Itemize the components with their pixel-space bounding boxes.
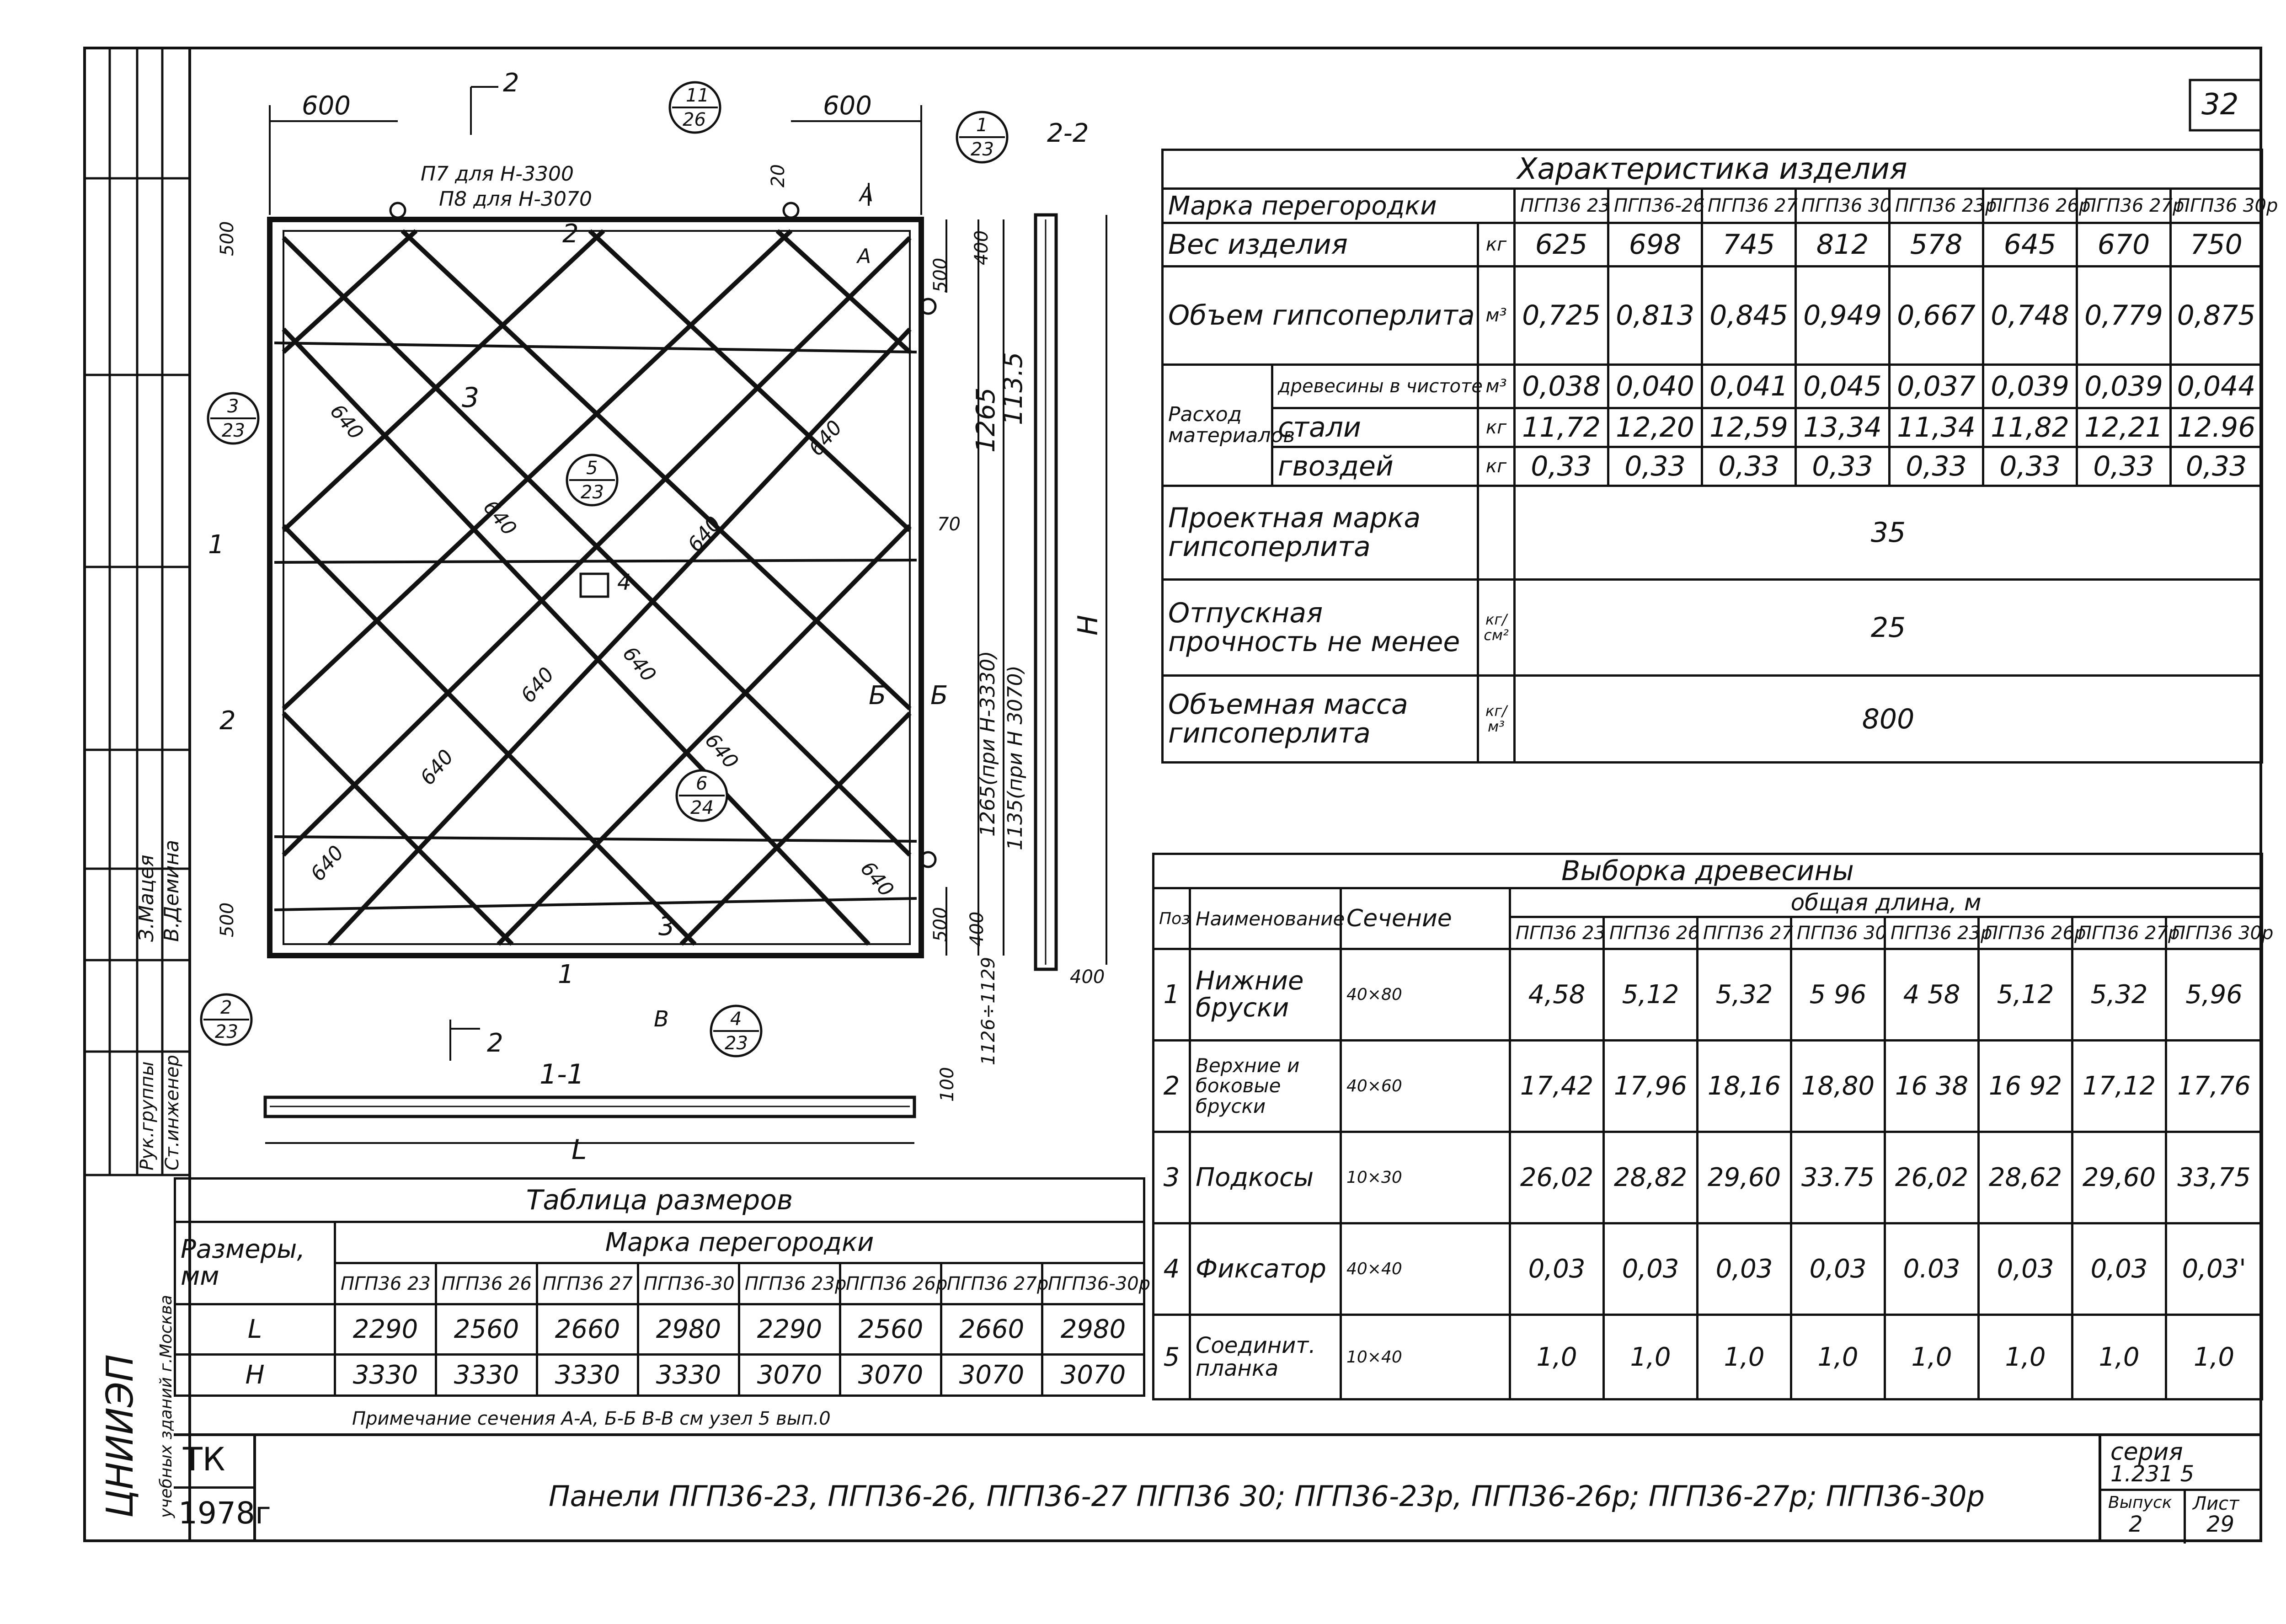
section-mark-B-right: Б — [930, 681, 948, 710]
nails-value: 0,33 — [1608, 447, 1702, 486]
pos-2-label: 2 — [562, 219, 579, 249]
side-stamp — [85, 48, 190, 1175]
size-value-H: 3330 — [335, 1355, 436, 1396]
wood-length: 16 38 — [1885, 1041, 1979, 1132]
nails-value: 0,33 — [2077, 447, 2171, 486]
wood-length: 5,12 — [1604, 949, 1698, 1041]
dim-400-bottom-right: 400 — [967, 911, 988, 946]
ref-6-24-bottom: 24 — [690, 797, 714, 818]
steel-value: 12.96 — [2171, 408, 2262, 447]
row-unit: кг — [1478, 223, 1515, 267]
brand-header: ПГП36-30 — [638, 1263, 739, 1304]
steel-value: 12,59 — [1702, 408, 1796, 447]
consumption-item-label: гвоздей — [1272, 447, 1478, 486]
pos-2-label-left: 2 — [219, 706, 236, 736]
dim-600-left: 600 — [302, 91, 351, 121]
wood-length: 0,03 — [1510, 1223, 1604, 1315]
size-value-H: 3330 — [638, 1355, 739, 1396]
section-b: 60 — [1381, 1077, 1402, 1095]
dim-70: 70 — [937, 514, 961, 535]
ref-4-23-bottom: 23 — [725, 1033, 748, 1054]
title-block — [174, 1433, 2261, 1541]
brand-header: ПГП36 26р — [1979, 917, 2072, 949]
brand-header: ПГП36 23 — [335, 1263, 436, 1304]
size-value-L: 2660 — [941, 1304, 1042, 1355]
size-row-label: H — [175, 1355, 335, 1396]
brace-len-10: 640 — [855, 857, 898, 902]
size-value-L: 2980 — [638, 1304, 739, 1355]
issue-divider — [2184, 1489, 2186, 1544]
wood-length: 1,0 — [1885, 1315, 1979, 1400]
row-label-weight: Вес изделия — [1163, 223, 1478, 267]
brace — [498, 526, 910, 944]
wood-length: 28,62 — [1979, 1132, 2072, 1223]
merged-row-label: Проектная марка гипсоперлита — [1163, 486, 1478, 580]
consumption-item-label: древесины в чистоте — [1272, 365, 1478, 408]
wood-value: 0,039 — [2077, 365, 2171, 408]
dim-L: L — [572, 1134, 587, 1166]
brand-header: ПГП36 23р — [1890, 189, 1983, 223]
ref-5-23-top: 5 — [586, 458, 598, 479]
size-value-L: 2980 — [1042, 1304, 1144, 1355]
wood-length: 1,0 — [1979, 1315, 2072, 1400]
wood-length: 0,03' — [2166, 1223, 2262, 1315]
section-b: 40 — [1381, 1260, 1402, 1278]
wood-length: 5,32 — [2072, 949, 2166, 1041]
brace — [283, 231, 416, 352]
dim-1265: 1265 — [971, 387, 1001, 453]
weight-value: 750 — [2171, 223, 2262, 267]
volume-value: 0,813 — [1608, 267, 1702, 365]
volume-value: 0,779 — [2077, 267, 2171, 365]
wood-value: 0,037 — [1890, 365, 1983, 408]
title-block-left — [174, 1436, 271, 1541]
brand-header: ПГП36 23 — [1515, 189, 1608, 223]
row-unit: кг — [1478, 447, 1515, 486]
col-name: Наименование — [1190, 888, 1341, 949]
volume-value: 0,949 — [1796, 267, 1890, 365]
wood-length: 5,96 — [2166, 949, 2262, 1041]
brace — [329, 329, 910, 944]
stamp-role-1: Рук.группы — [137, 1061, 158, 1170]
characteristics-table — [1161, 149, 2278, 764]
row-label-volume: Объем гипсоперлита — [1163, 267, 1478, 365]
brace — [777, 231, 910, 352]
wood-length: 1,0 — [2166, 1315, 2262, 1400]
size-col-label: Размеры, мм — [175, 1222, 335, 1304]
section-mark-A-top: А — [860, 183, 874, 206]
brand-header: ПГП36 27р — [941, 1263, 1042, 1304]
dim-600-right: 600 — [823, 91, 872, 121]
row-unit: кг — [1478, 408, 1515, 447]
wood-name: Соединит. планка — [1190, 1315, 1341, 1400]
ref-1-23-top: 1 — [976, 115, 988, 136]
brand-header: ПГП36 27 — [1702, 189, 1796, 223]
col-total-length: общая длина, м — [1510, 888, 2262, 917]
brand-header: ПГП36 30р — [2171, 189, 2262, 223]
brand-header: ПГП36 26р — [840, 1263, 941, 1304]
wood-name: Нижние бруски — [1190, 949, 1341, 1041]
section-mark-2-bottom: 2 — [487, 1028, 503, 1058]
stamp-name-2: В.Демина — [160, 839, 183, 942]
wood-length: 1,0 — [1510, 1315, 1604, 1400]
wood-length: 16 92 — [1979, 1041, 2072, 1132]
wood-length: 1,0 — [1698, 1315, 1791, 1400]
section-1-1 — [265, 1097, 914, 1116]
volume-value: 0,667 — [1890, 267, 1983, 365]
row-unit: м³ — [1478, 365, 1515, 408]
wood-section: 40×40 — [1341, 1223, 1510, 1315]
wood-pos: 4 — [1154, 1223, 1190, 1315]
section-mark-2-top: 2 — [503, 68, 519, 98]
row-unit: м³ — [1478, 267, 1515, 365]
steel-value: 11,72 — [1515, 408, 1608, 447]
weight-value: 625 — [1515, 223, 1608, 267]
section-a: 40 — [1346, 985, 1367, 1004]
wood-length: 17,96 — [1604, 1041, 1698, 1132]
wood-length: 26,02 — [1885, 1132, 1979, 1223]
note-p8: П8 для Н-3070 — [439, 187, 593, 211]
volume-value: 0,845 — [1702, 267, 1796, 365]
size-value-L: 2290 — [335, 1304, 436, 1355]
weight-value: 670 — [2077, 223, 2171, 267]
size-value-H: 3070 — [1042, 1355, 1144, 1396]
nails-value: 0,33 — [1515, 447, 1608, 486]
characteristics-title: Характеристика изделия — [1163, 150, 2262, 189]
stamp-org: ЦНИИЭП — [99, 1354, 141, 1518]
size-value-H: 3070 — [739, 1355, 840, 1396]
wood-section: 40×60 — [1341, 1041, 1510, 1132]
pos-1-label: 1 — [558, 960, 574, 989]
wood-length: 0,03 — [1698, 1223, 1791, 1315]
volume-value: 0,875 — [2171, 267, 2262, 365]
wood-length: 5,12 — [1979, 949, 2072, 1041]
wood-length: 1,0 — [2072, 1315, 2166, 1400]
brace-len-4: 640 — [683, 512, 726, 557]
wood-length: 1,0 — [1791, 1315, 1885, 1400]
section-b: 30 — [1381, 1168, 1402, 1187]
size-value-H: 3330 — [537, 1355, 638, 1396]
wood-length: 4 58 — [1885, 949, 1979, 1041]
brand-header: ПГП36 30 — [1796, 189, 1890, 223]
wood-pos: 3 — [1154, 1132, 1190, 1223]
pos-3-label-bottom: 3 — [658, 912, 675, 941]
panel-elevation — [270, 203, 935, 956]
size-value-L: 2560 — [840, 1304, 941, 1355]
section-mark-V: В — [654, 1006, 669, 1032]
brace-len-2: 640 — [478, 496, 521, 540]
consumption-label: Расход материалов — [1163, 365, 1272, 486]
wood-value: 0,041 — [1702, 365, 1796, 408]
size-table-title: Таблица размеров — [175, 1179, 1144, 1222]
series-divider — [2101, 1489, 2261, 1491]
ref-1-23-bottom: 23 — [971, 139, 994, 160]
label-section-1-1: 1-1 — [539, 1058, 584, 1090]
density-value: 800 — [1515, 676, 2262, 763]
ref-3-23-top: 3 — [227, 396, 239, 417]
wood-value: 0,045 — [1796, 365, 1890, 408]
brand-header: ПГП36 26 — [436, 1263, 537, 1304]
brace — [283, 329, 869, 944]
row-unit — [1478, 486, 1515, 580]
sheet-value: 29 — [2206, 1512, 2235, 1537]
wood-pos: 2 — [1154, 1041, 1190, 1132]
wood-length: 18,80 — [1791, 1041, 1885, 1132]
brand-header: ПГП36 27 — [537, 1263, 638, 1304]
consumption-item-label: стали — [1272, 408, 1478, 447]
brace-len-5: 640 — [516, 662, 559, 708]
dim-500-top-right: 500 — [930, 257, 951, 293]
dim-1135-var: 1135(при Н 3070) — [1004, 665, 1027, 850]
section-a: 40 — [1346, 1077, 1367, 1095]
issue-label: Выпуск — [2108, 1493, 2172, 1512]
brace-len-1: 640 — [325, 400, 368, 444]
series-box — [2099, 1436, 2261, 1541]
wood-value: 0,039 — [1983, 365, 2077, 408]
section-a: 40 — [1346, 1260, 1367, 1278]
col-section: Сечение — [1341, 888, 1510, 949]
nails-value: 0,33 — [1890, 447, 1983, 486]
steel-value: 12,21 — [2077, 408, 2171, 447]
note-p7: П7 для Н-3300 — [421, 162, 574, 186]
dim-500-bottom-left: 500 — [217, 902, 238, 937]
brand-header: ПГП36 30 — [1791, 917, 1885, 949]
steel-value: 12,20 — [1608, 408, 1702, 447]
wood-name: Верхние и боковые бруски — [1190, 1041, 1341, 1132]
stamp-role-2: Ст.инженер — [162, 1055, 183, 1170]
col-pos: Поз — [1154, 888, 1190, 949]
ref-2-23-bottom: 23 — [215, 1021, 238, 1042]
size-table — [174, 1177, 1151, 1397]
drawing-title: Панели ПГП36-23, ПГП36-26, ПГП36-27 ПГП36 30; ПГП36-23р, ПГП36-26р; ПГП36-27р; ПГП36-30р — [549, 1480, 1985, 1513]
wood-length: 29,60 — [2072, 1132, 2166, 1223]
dim-1126-1129: 1126÷1129 — [978, 956, 999, 1065]
wood-length: 1,0 — [1604, 1315, 1698, 1400]
section-mark-B: Б — [869, 681, 887, 710]
brand-header: ПГП36-26 — [1608, 189, 1702, 223]
ref-6-24-top: 6 — [696, 773, 708, 794]
size-value-L: 2660 — [537, 1304, 638, 1355]
header-brand-label: Марка перегородки — [1163, 189, 1515, 223]
wood-length: 28,82 — [1604, 1132, 1698, 1223]
brand-header: ПГП36 23р — [1885, 917, 1979, 949]
ref-5-23-bottom: 23 — [581, 482, 604, 503]
section-a: 10 — [1346, 1347, 1367, 1367]
label-section-2-2: 2-2 — [1047, 118, 1089, 148]
wood-length: 29,60 — [1698, 1132, 1791, 1223]
steel-value: 11,82 — [1983, 408, 2077, 447]
brand-header: ПГП36 23р — [739, 1263, 840, 1304]
wood-length: 17,12 — [2072, 1041, 2166, 1132]
wood-length: 5,32 — [1698, 949, 1791, 1041]
ref-4-23-top: 4 — [730, 1009, 742, 1030]
dim-H: H — [1072, 614, 1104, 636]
size-value-H: 3070 — [941, 1355, 1042, 1396]
tk-label: ТК — [183, 1441, 225, 1478]
wood-section: 40×80 — [1341, 949, 1510, 1041]
dim-100: 100 — [937, 1067, 958, 1102]
series-label: серия — [2110, 1438, 2183, 1466]
wood-length: 17,42 — [1510, 1041, 1604, 1132]
size-group-label: Марка перегородки — [335, 1222, 1144, 1263]
wood-table-title: Выборка древесины — [1154, 854, 2262, 888]
brace-len-7: 640 — [700, 729, 743, 774]
brace-len-9: 640 — [306, 841, 349, 886]
wood-length: 17,76 — [2166, 1041, 2262, 1132]
nails-value: 0,33 — [2171, 447, 2262, 486]
weight-value: 698 — [1608, 223, 1702, 267]
strength-value: 25 — [1515, 580, 2262, 676]
brand-header: ПГП36 27р — [2072, 917, 2166, 949]
wood-name: Подкосы — [1190, 1132, 1341, 1223]
brand-header: ПГП36 23 — [1510, 917, 1604, 949]
dim-20: 20 — [768, 164, 789, 187]
steel-value: 13,34 — [1796, 408, 1890, 447]
brace-len-3: 640 — [804, 416, 847, 461]
wood-length: 0,03 — [2072, 1223, 2166, 1315]
sheet-number: 32 — [2201, 88, 2239, 122]
dim-1265-var: 1265(при Н-3330) — [976, 651, 999, 837]
wood-value: 0,040 — [1608, 365, 1702, 408]
wood-length: 5 96 — [1791, 949, 1885, 1041]
row-unit: кг/м³ — [1478, 676, 1515, 763]
section-b: 80 — [1381, 985, 1402, 1004]
wood-value: 0,044 — [2171, 365, 2262, 408]
wood-length: 33,75 — [2166, 1132, 2262, 1223]
ref-2-23-top: 2 — [220, 997, 232, 1018]
section-b: 40 — [1381, 1347, 1402, 1367]
section-mark-A: А — [857, 245, 871, 268]
ref-11-26-bottom: 26 — [683, 109, 706, 130]
brand-header: ПГП36 27р — [2077, 189, 2171, 223]
wood-pos: 5 — [1154, 1315, 1190, 1400]
volume-value: 0,748 — [1983, 267, 2077, 365]
dim-400-top-right: 400 — [971, 230, 992, 265]
stamp-name-1: З.Мацея — [135, 855, 158, 942]
steel-value: 11,34 — [1890, 408, 1983, 447]
brace — [402, 231, 910, 709]
size-value-H: 3330 — [436, 1355, 537, 1396]
brace — [283, 526, 695, 944]
nails-value: 0,33 — [1702, 447, 1796, 486]
ref-3-23-bottom: 23 — [222, 420, 245, 441]
pos-4-label: 4 — [617, 570, 631, 595]
nails-value: 0,33 — [1983, 447, 2077, 486]
wood-length: 0,03 — [1791, 1223, 1885, 1315]
wood-length: 0.03 — [1885, 1223, 1979, 1315]
year-label: 1978г — [178, 1496, 271, 1531]
section-a: 10 — [1346, 1168, 1367, 1187]
pos-3-label: 3 — [462, 382, 480, 414]
wood-length: 0,03 — [1979, 1223, 2072, 1315]
wood-length: 26,02 — [1510, 1132, 1604, 1223]
row-unit: кг/см² — [1478, 580, 1515, 676]
dim-400-section: 400 — [1070, 967, 1105, 988]
wood-section: 10×30 — [1341, 1132, 1510, 1223]
wood-length: 4,58 — [1510, 949, 1604, 1041]
size-value-L: 2560 — [436, 1304, 537, 1355]
wood-section: 10×40 — [1341, 1315, 1510, 1400]
brand-header: ПГП36-30р — [1042, 1263, 1144, 1304]
ref-11-26-top: 11 — [686, 85, 709, 106]
drawing-labels — [208, 68, 1105, 1166]
section-mark-1: 1 — [208, 530, 224, 560]
dim-1135: 113.5 — [999, 352, 1028, 425]
weight-value: 812 — [1796, 223, 1890, 267]
wood-value: 0,038 — [1515, 365, 1608, 408]
size-value-H: 3070 — [840, 1355, 941, 1396]
weight-value: 578 — [1890, 223, 1983, 267]
stamp-org-sub: учебных зданий г.Москва — [157, 1295, 176, 1518]
wood-length: 0,03 — [1604, 1223, 1698, 1315]
wood-length: 33.75 — [1791, 1132, 1885, 1223]
weight-value: 645 — [1983, 223, 2077, 267]
tk-divider — [174, 1486, 253, 1489]
volume-value: 0,725 — [1515, 267, 1608, 365]
brace-len-6: 640 — [618, 642, 661, 687]
wood-selection-table — [1152, 853, 2274, 1400]
brace-len-8: 640 — [416, 745, 459, 790]
brace — [283, 231, 791, 709]
size-row-label: L — [175, 1304, 335, 1355]
weight-value: 745 — [1702, 223, 1796, 267]
merged-row-label: Объемная масса гипсоперлита — [1163, 676, 1478, 763]
sheet-label: Лист — [2193, 1493, 2239, 1514]
issue-value: 2 — [2129, 1512, 2143, 1537]
wood-pos: 1 — [1154, 949, 1190, 1041]
wood-name: Фиксатор — [1190, 1223, 1341, 1315]
size-table-note: Примечание сечения А-А, Б-Б В-В см узел 5 вып.0 — [352, 1408, 831, 1429]
merged-row-label: Отпускная прочность не менее — [1163, 580, 1478, 676]
brand-header: ПГП36 26р — [1983, 189, 2077, 223]
brand-header: ПГП36 30р — [2166, 917, 2262, 949]
brand-header: ПГП36 27 — [1698, 917, 1791, 949]
nails-value: 0,33 — [1796, 447, 1890, 486]
dim-500-bottom-right: 500 — [930, 907, 951, 942]
dim-500-top-left: 500 — [217, 221, 238, 256]
series-value: 1.231 5 — [2110, 1461, 2195, 1487]
section-2-2 — [1036, 215, 1056, 969]
size-value-L: 2290 — [739, 1304, 840, 1355]
brand-header: ПГП36 26 — [1604, 917, 1698, 949]
design-grade-value: 35 — [1515, 486, 2262, 580]
wood-length: 18,16 — [1698, 1041, 1791, 1132]
